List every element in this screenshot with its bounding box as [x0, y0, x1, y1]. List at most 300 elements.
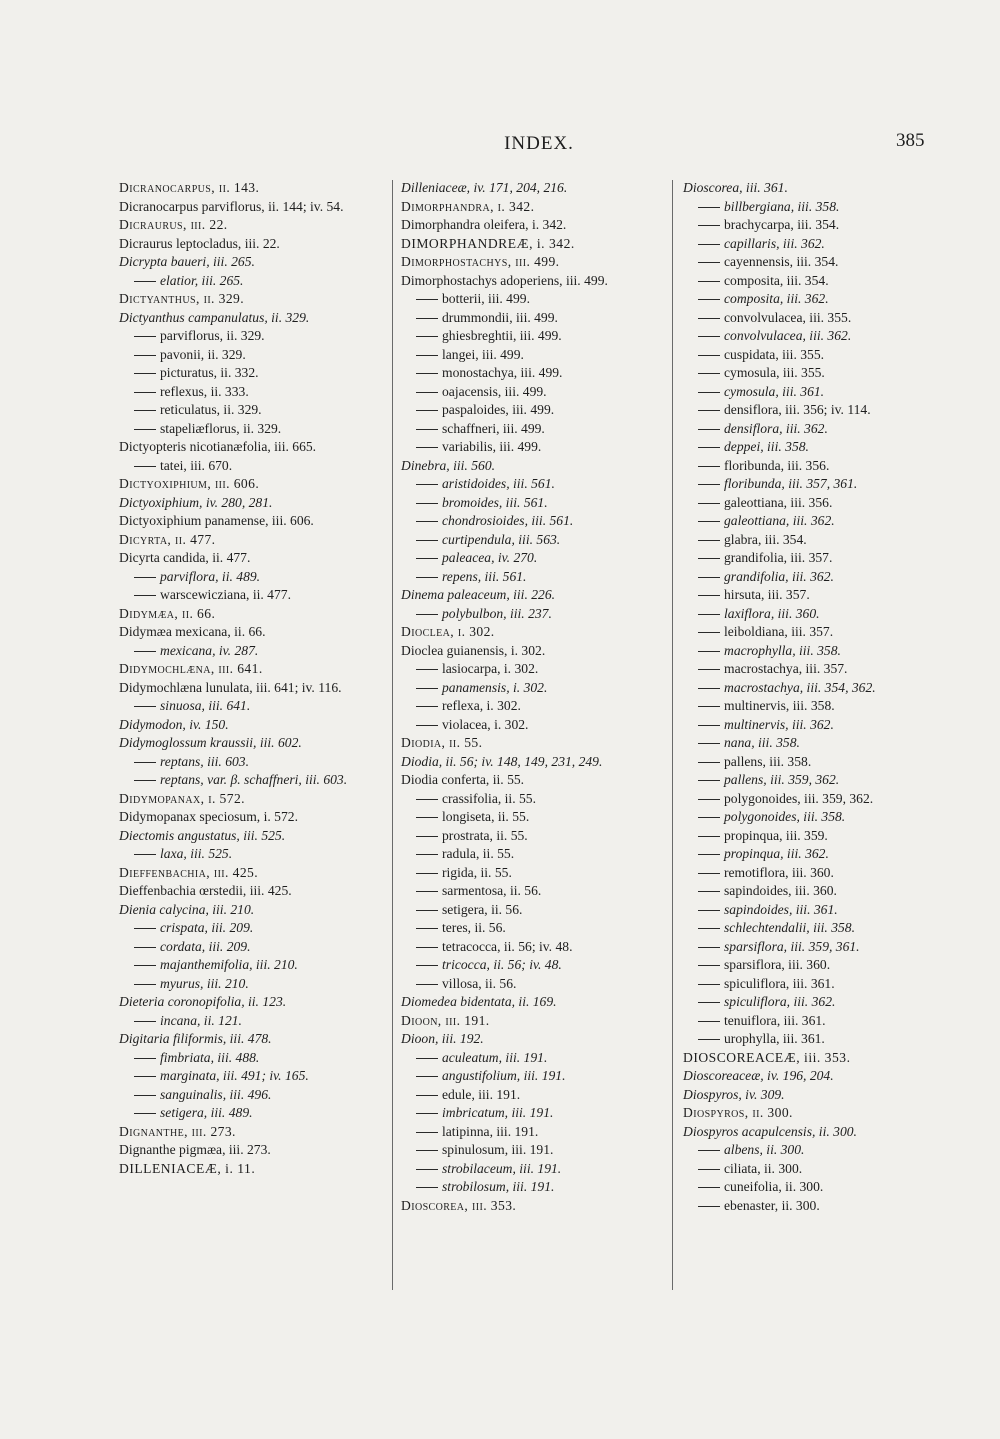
index-subentry: [401, 716, 671, 735]
entry-text: Dictyopteris nicotianæfolia, iii. 665.: [119, 439, 317, 454]
index-subentry: [119, 956, 389, 975]
index-subentry: [119, 272, 389, 291]
index-entry: [119, 901, 389, 920]
index-entry: [119, 1141, 389, 1160]
entry-text: Diospyros acapulcensis, ii. 300.: [683, 1123, 857, 1139]
entry-text: macrostachya, iii. 357.: [724, 661, 848, 676]
index-entry: [401, 1197, 671, 1216]
index-subentry: [683, 327, 928, 346]
index-subentry: [401, 346, 671, 365]
ditto-dash: [698, 410, 720, 411]
index-entry: [401, 586, 671, 605]
entry-text: Dioon, iii. 191.: [401, 1012, 490, 1028]
index-entry: [683, 1086, 928, 1105]
entry-text: polygonoides, iii. 359, 362.: [724, 790, 874, 806]
entry-text: nana, iii. 358.: [724, 735, 800, 750]
index-subentry: [401, 512, 671, 531]
entry-text: panamensis, i. 302.: [442, 679, 548, 695]
index-entry: [119, 1160, 389, 1179]
entry-text: cordata, iii. 209.: [160, 938, 251, 954]
ditto-dash: [698, 725, 720, 726]
ditto-dash: [698, 799, 720, 800]
ditto-dash: [416, 854, 438, 855]
index-subentry: [683, 679, 928, 698]
index-subentry: [683, 716, 928, 735]
index-subentry: [401, 1141, 671, 1160]
entry-text: Dieffenbachia œrstedii, iii. 425.: [119, 883, 292, 898]
index-entry: [683, 1049, 928, 1068]
entry-text: Dicranocarpus parviflorus, ii. 144; iv. 54.: [119, 198, 344, 214]
index-subentry: [401, 290, 671, 309]
entry-text: botterii, iii. 499.: [442, 291, 530, 306]
entry-text: imbricatum, iii. 191.: [442, 1105, 554, 1120]
ditto-dash: [698, 595, 720, 596]
entry-text: Diectomis angustatus, iii. 525.: [119, 827, 286, 843]
index-entry: [401, 179, 671, 198]
ditto-dash: [416, 373, 438, 374]
index-subentry: [401, 827, 671, 846]
ditto-dash: [698, 910, 720, 911]
ditto-dash: [134, 762, 156, 763]
ditto-dash: [134, 355, 156, 356]
entry-text: Diospyros, ii. 300.: [683, 1105, 793, 1120]
entry-text: stapeliæflorus, ii. 329.: [160, 420, 282, 436]
ditto-dash: [698, 743, 720, 744]
entry-text: Diodia, ii. 55.: [401, 735, 483, 750]
entry-text: picturatus, ii. 332.: [160, 365, 259, 380]
index-subentry: [119, 401, 389, 420]
index-subentry: [683, 771, 928, 790]
index-subentry: [119, 383, 389, 402]
entry-text: spiculiflora, iii. 361.: [724, 975, 835, 991]
index-subentry: [119, 975, 389, 994]
entry-text: galeottiana, iii. 356.: [724, 494, 833, 510]
ditto-dash: [134, 1021, 156, 1022]
index-subentry: [683, 882, 928, 901]
entry-text: densiflora, iii. 356; iv. 114.: [724, 402, 871, 417]
entry-text: variabilis, iii. 499.: [442, 439, 542, 454]
ditto-dash: [416, 928, 438, 929]
index-subentry: [401, 438, 671, 457]
index-subentry: [683, 642, 928, 661]
index-subentry: [683, 1141, 928, 1160]
index-subentry: [683, 512, 928, 531]
entry-text: crispata, iii. 209.: [160, 920, 254, 935]
index-entry: [119, 623, 389, 642]
entry-text: propinqua, iii. 359.: [724, 827, 828, 843]
ditto-dash: [698, 836, 720, 837]
index-subentry: [401, 364, 671, 383]
index-subentry: [119, 642, 389, 661]
ditto-dash: [698, 558, 720, 559]
entry-text: drummondii, iii. 499.: [442, 309, 558, 325]
entry-text: pallens, iii. 358.: [724, 753, 812, 769]
index-subentry: [683, 605, 928, 624]
index-subentry: [401, 1123, 671, 1142]
entry-text: spinulosum, iii. 191.: [442, 1142, 554, 1157]
entry-text: remotiflora, iii. 360.: [724, 864, 834, 880]
entry-text: Dimorphostachys adoperiens, iii. 499.: [401, 272, 608, 288]
entry-text: warscewicziana, ii. 477.: [160, 587, 291, 602]
ditto-dash: [698, 632, 720, 633]
index-subentry: [683, 438, 928, 457]
entry-text: strobilaceum, iii. 191.: [442, 1160, 562, 1176]
entry-text: propinqua, iii. 362.: [724, 846, 829, 861]
entry-text: Dioscorea, iii. 361.: [683, 180, 788, 195]
ditto-dash: [698, 355, 720, 356]
ditto-dash: [698, 521, 720, 522]
ditto-dash: [416, 891, 438, 892]
entry-text: Diodia conferta, ii. 55.: [401, 772, 525, 787]
ditto-dash: [698, 1021, 720, 1022]
entry-text: albens, ii. 300.: [724, 1142, 805, 1157]
entry-text: sanguinalis, iii. 496.: [160, 1086, 272, 1102]
index-subentry: [683, 623, 928, 642]
index-subentry: [119, 327, 389, 346]
ditto-dash: [416, 688, 438, 689]
entry-text: majanthemifolia, iii. 210.: [160, 957, 298, 972]
index-entry: [401, 1030, 671, 1049]
index-entry: [683, 1104, 928, 1123]
entry-text: longiseta, ii. 55.: [442, 809, 530, 824]
ditto-dash: [698, 614, 720, 615]
index-entry: [401, 272, 671, 291]
index-subentry: [683, 975, 928, 994]
ditto-dash: [416, 910, 438, 911]
index-subentry: [401, 531, 671, 550]
ditto-dash: [698, 281, 720, 282]
entry-text: convolvulacea, iii. 362.: [724, 328, 852, 343]
entry-text: ciliata, ii. 300.: [724, 1160, 803, 1176]
index-subentry: [401, 1049, 671, 1068]
index-subentry: [401, 1160, 671, 1179]
entry-text: Diospyros, iv. 309.: [683, 1086, 785, 1102]
index-column-3: [683, 179, 928, 1215]
index-subentry: [401, 309, 671, 328]
entry-text: Dicraurus leptocladus, iii. 22.: [119, 235, 280, 251]
index-subentry: [119, 845, 389, 864]
index-entry: [119, 512, 389, 531]
ditto-dash: [134, 1076, 156, 1077]
ditto-dash: [134, 947, 156, 948]
entry-text: macrostachya, iii. 354, 362.: [724, 679, 876, 695]
entry-text: laxa, iii. 525.: [160, 846, 233, 861]
index-subentry: [683, 1030, 928, 1049]
entry-text: Dicraurus, iii. 22.: [119, 217, 228, 232]
index-subentry: [683, 494, 928, 513]
ditto-dash: [698, 299, 720, 300]
entry-text: capillaris, iii. 362.: [724, 235, 825, 251]
ditto-dash: [416, 558, 438, 559]
entry-text: reflexus, ii. 333.: [160, 383, 249, 399]
entry-text: fimbriata, iii. 488.: [160, 1049, 260, 1065]
entry-text: paleacea, iv. 270.: [442, 550, 538, 565]
index-subentry: [401, 808, 671, 827]
entry-text: sparsiflora, iii. 359, 361.: [724, 938, 860, 954]
ditto-dash: [698, 706, 720, 707]
index-entry: [119, 790, 389, 809]
index-subentry: [683, 198, 928, 217]
index-subentry: [683, 364, 928, 383]
index-entry: [119, 253, 389, 272]
entry-text: tetracocca, ii. 56; iv. 48.: [442, 938, 573, 954]
ditto-dash: [134, 392, 156, 393]
ditto-dash: [134, 854, 156, 855]
entry-text: Dilleniaceæ, iv. 171, 204, 216.: [401, 180, 568, 195]
index-subentry: [401, 901, 671, 920]
entry-text: cymosula, iii. 361.: [724, 383, 825, 399]
index-subentry: [119, 1049, 389, 1068]
ditto-dash: [698, 1169, 720, 1170]
entry-text: urophylla, iii. 361.: [724, 1031, 825, 1046]
index-subentry: [683, 235, 928, 254]
entry-text: galeottiana, iii. 362.: [724, 513, 835, 528]
entry-text: Dienia calycina, iii. 210.: [119, 901, 255, 917]
index-subentry: [401, 327, 671, 346]
entry-text: Digitaria filiformis, iii. 478.: [119, 1031, 272, 1046]
entry-text: latipinna, iii. 191.: [442, 1123, 539, 1139]
index-entry: [119, 531, 389, 550]
index-subentry: [401, 938, 671, 957]
index-subentry: [683, 827, 928, 846]
entry-text: DIOSCOREACEÆ, iii. 353.: [683, 1049, 851, 1065]
entry-text: deppei, iii. 358.: [724, 439, 809, 454]
ditto-dash: [134, 336, 156, 337]
entry-text: Didymopanax speciosum, i. 572.: [119, 809, 298, 824]
entry-text: Didymopanax, i. 572.: [119, 790, 245, 806]
ditto-dash: [698, 1039, 720, 1040]
entry-text: monostachya, iii. 499.: [442, 365, 563, 380]
index-subentry: [401, 697, 671, 716]
entry-text: Dinema paleaceum, iii. 226.: [401, 587, 556, 602]
index-column-1: [119, 179, 389, 1178]
ditto-dash: [698, 429, 720, 430]
index-entry: [119, 1123, 389, 1142]
index-subentry: [683, 901, 928, 920]
ditto-dash: [698, 780, 720, 781]
ditto-dash: [416, 410, 438, 411]
entry-text: Dignanthe, iii. 273.: [119, 1123, 236, 1139]
index-subentry: [683, 808, 928, 827]
ditto-dash: [134, 1095, 156, 1096]
entry-text: laxiflora, iii. 360.: [724, 605, 820, 621]
ditto-dash: [698, 1150, 720, 1151]
entry-text: tricocca, ii. 56; iv. 48.: [442, 957, 562, 972]
entry-text: Dimorphandra oleifera, i. 342.: [401, 217, 567, 232]
ditto-dash: [416, 355, 438, 356]
index-subentry: [683, 993, 928, 1012]
entry-text: Diodia, ii. 56; iv. 148, 149, 231, 249.: [401, 753, 603, 769]
page-title: INDEX.: [504, 133, 574, 154]
ditto-dash: [698, 669, 720, 670]
ditto-dash: [134, 706, 156, 707]
index-subentry: [683, 253, 928, 272]
ditto-dash: [416, 577, 438, 578]
entry-text: densiflora, iii. 362.: [724, 420, 828, 436]
index-subentry: [401, 383, 671, 402]
index-entry: [401, 993, 671, 1012]
index-subentry: [119, 1086, 389, 1105]
index-subentry: [119, 938, 389, 957]
ditto-dash: [698, 1206, 720, 1207]
index-subentry: [119, 1104, 389, 1123]
entry-text: cymosula, iii. 355.: [724, 365, 825, 380]
index-subentry: [683, 1012, 928, 1031]
entry-text: paspaloides, iii. 499.: [442, 402, 555, 417]
index-subentry: [683, 531, 928, 550]
ditto-dash: [416, 429, 438, 430]
index-subentry: [683, 864, 928, 883]
entry-text: multinervis, iii. 362.: [724, 716, 834, 732]
index-subentry: [119, 697, 389, 716]
index-entry: [119, 993, 389, 1012]
entry-text: angustifolium, iii. 191.: [442, 1068, 566, 1083]
index-subentry: [683, 549, 928, 568]
index-subentry: [401, 420, 671, 439]
index-subentry: [683, 1197, 928, 1216]
ditto-dash: [698, 1002, 720, 1003]
entry-text: sapindoides, iii. 361.: [724, 901, 838, 917]
index-subentry: [401, 975, 671, 994]
index-column-2: [401, 179, 671, 1215]
ditto-dash: [416, 521, 438, 522]
ditto-dash: [416, 669, 438, 670]
entry-text: lasiocarpa, i. 302.: [442, 661, 539, 676]
index-subentry: [401, 679, 671, 698]
index-entry: [119, 216, 389, 235]
index-entry: [119, 882, 389, 901]
index-subentry: [683, 938, 928, 957]
entry-text: tenuiflora, iii. 361.: [724, 1012, 826, 1028]
ditto-dash: [134, 410, 156, 411]
entry-text: sinuosa, iii. 641.: [160, 698, 251, 713]
index-subentry: [683, 1160, 928, 1179]
index-entry: [119, 438, 389, 457]
ditto-dash: [416, 484, 438, 485]
entry-text: curtipendula, iii. 563.: [442, 531, 561, 547]
index-entry: [119, 864, 389, 883]
page-number: 385: [896, 130, 925, 151]
entry-text: Dinebra, iii. 560.: [401, 457, 496, 473]
index-entry: [119, 679, 389, 698]
entry-text: ebenaster, ii. 300.: [724, 1197, 820, 1213]
entry-text: DIMORPHANDREÆ, i. 342.: [401, 235, 575, 251]
entry-text: reptans, var. β. schaffneri, iii. 603.: [160, 772, 348, 787]
index-entry: [401, 753, 671, 772]
index-subentry: [119, 1067, 389, 1086]
entry-text: Didymochlæna lunulata, iii. 641; iv. 116.: [119, 679, 342, 695]
entry-text: leiboldiana, iii. 357.: [724, 624, 834, 639]
entry-text: Dicrypta baueri, iii. 265.: [119, 254, 255, 269]
ditto-dash: [698, 503, 720, 504]
ditto-dash: [698, 262, 720, 263]
index-subentry: [119, 364, 389, 383]
index-subentry: [401, 660, 671, 679]
ditto-dash: [698, 244, 720, 245]
index-entry: [119, 309, 389, 328]
entry-text: crassifolia, ii. 55.: [442, 790, 537, 806]
entry-text: radula, ii. 55.: [442, 846, 515, 861]
entry-text: setigera, ii. 56.: [442, 901, 523, 917]
index-subentry: [401, 494, 671, 513]
index-subentry: [401, 1086, 671, 1105]
ditto-dash: [416, 1187, 438, 1188]
ditto-dash: [134, 373, 156, 374]
index-entry: [119, 734, 389, 753]
ditto-dash: [698, 540, 720, 541]
ditto-dash: [416, 706, 438, 707]
entry-text: rigida, ii. 55.: [442, 864, 512, 880]
ditto-dash: [698, 318, 720, 319]
ditto-dash: [134, 595, 156, 596]
ditto-dash: [134, 780, 156, 781]
ditto-dash: [134, 965, 156, 966]
entry-text: strobilosum, iii. 191.: [442, 1179, 555, 1194]
ditto-dash: [416, 1150, 438, 1151]
index-subentry: [683, 568, 928, 587]
entry-text: grandifolia, iii. 357.: [724, 550, 833, 565]
ditto-dash: [134, 281, 156, 282]
ditto-dash: [416, 336, 438, 337]
ditto-dash: [134, 466, 156, 467]
entry-text: parviflora, ii. 489.: [160, 568, 261, 584]
entry-text: multinervis, iii. 358.: [724, 698, 835, 713]
ditto-dash: [698, 873, 720, 874]
ditto-dash: [698, 225, 720, 226]
index-entry: [119, 290, 389, 309]
index-entry: [401, 235, 671, 254]
index-subentry: [683, 919, 928, 938]
ditto-dash: [416, 947, 438, 948]
entry-text: langei, iii. 499.: [442, 346, 524, 362]
ditto-dash: [698, 336, 720, 337]
index-subentry: [119, 586, 389, 605]
entry-text: polybulbon, iii. 237.: [442, 605, 552, 621]
entry-text: Dioon, iii. 192.: [401, 1031, 484, 1046]
index-subentry: [683, 290, 928, 309]
entry-text: Dictyanthus, ii. 329.: [119, 291, 245, 306]
entry-text: schaffneri, iii. 499.: [442, 420, 545, 436]
entry-text: cuspidata, iii. 355.: [724, 346, 825, 362]
ditto-dash: [698, 466, 720, 467]
entry-text: Dimorphandra, i. 342.: [401, 198, 535, 214]
ditto-dash: [416, 725, 438, 726]
index-subentry: [683, 457, 928, 476]
index-subentry: [683, 383, 928, 402]
ditto-dash: [698, 577, 720, 578]
entry-text: convolvulacea, iii. 355.: [724, 309, 852, 325]
entry-text: polygonoides, iii. 358.: [724, 809, 846, 824]
entry-text: Dieffenbachia, iii. 425.: [119, 864, 259, 880]
entry-text: pavonii, ii. 329.: [160, 346, 246, 362]
entry-text: macrophylla, iii. 358.: [724, 642, 841, 658]
entry-text: ghiesbreghtii, iii. 499.: [442, 328, 562, 343]
index-entry: [119, 605, 389, 624]
index-entry: [683, 1123, 928, 1142]
ditto-dash: [416, 873, 438, 874]
ditto-dash: [698, 762, 720, 763]
column-divider-1: [392, 180, 393, 1290]
entry-text: Dictyoxiphium panamense, iii. 606.: [119, 513, 314, 528]
entry-text: villosa, ii. 56.: [442, 975, 517, 991]
entry-text: oajacensis, iii. 499.: [442, 383, 547, 399]
index-entry: [119, 475, 389, 494]
ditto-dash: [416, 1058, 438, 1059]
ditto-dash: [698, 984, 720, 985]
ditto-dash: [698, 392, 720, 393]
entry-text: Didymæa, ii. 66.: [119, 605, 216, 621]
entry-text: floribunda, iii. 356.: [724, 457, 830, 473]
